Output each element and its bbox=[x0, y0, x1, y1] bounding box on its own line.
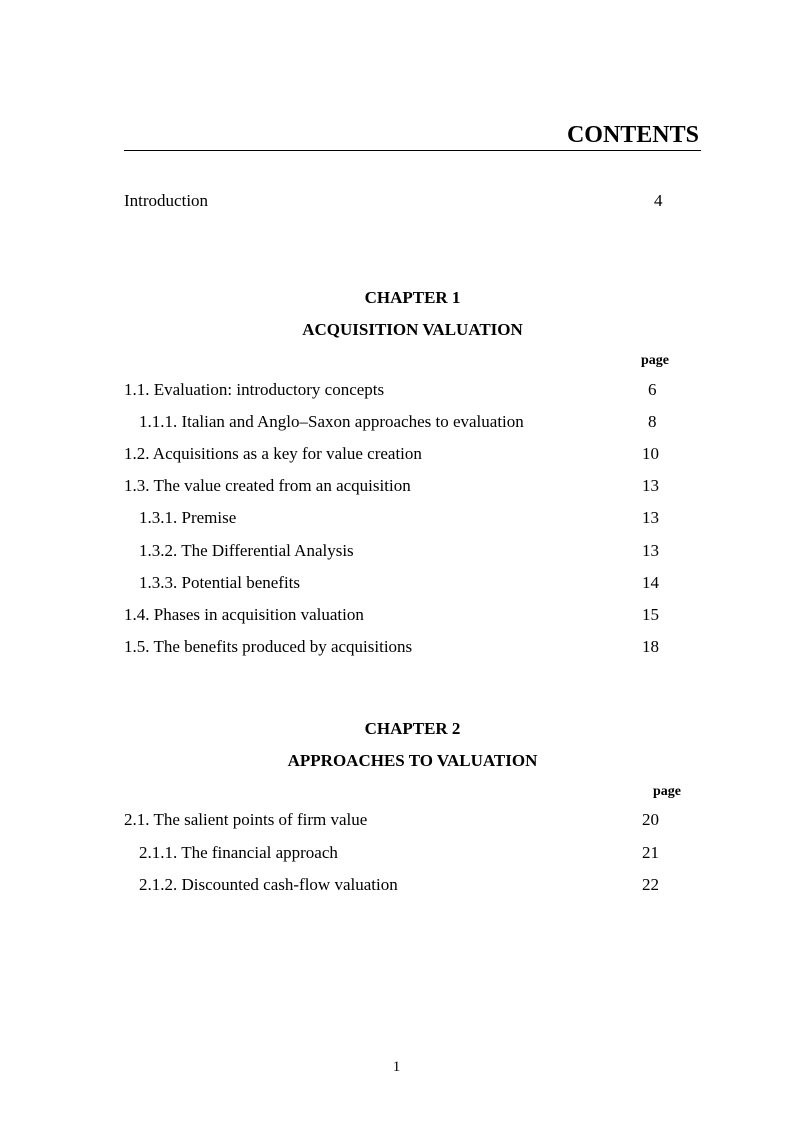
toc-entry-label: 1.5. The benefits produced by acquisitions bbox=[124, 637, 413, 656]
toc-entry-page: 18 bbox=[642, 637, 659, 656]
toc-entry-introduction[interactable] bbox=[124, 190, 701, 212]
chapter-2-heading: CHAPTER 2 bbox=[364, 719, 461, 738]
toc-entry[interactable] bbox=[124, 842, 701, 864]
toc-entry-page: 15 bbox=[642, 605, 659, 624]
page-column-label: page bbox=[653, 784, 681, 799]
toc-entry[interactable] bbox=[124, 411, 701, 433]
chapter-2-title: APPROACHES TO VALUATION bbox=[287, 751, 538, 770]
toc-entry-label: 1.3.3. Potential benefits bbox=[139, 573, 301, 592]
toc-entry-label: 2.1.1. The financial approach bbox=[139, 843, 338, 862]
chapter-1-heading: CHAPTER 1 bbox=[364, 288, 461, 307]
toc-entry-label: 2.1.2. Discounted cash-flow valuation bbox=[139, 875, 398, 894]
toc-entry[interactable] bbox=[124, 572, 701, 594]
toc-entry-page: 10 bbox=[642, 444, 659, 463]
toc-entry-page: 14 bbox=[642, 573, 659, 592]
chapter-1-title: ACQUISITION VALUATION bbox=[302, 320, 523, 339]
toc-entry-page: 21 bbox=[642, 843, 659, 862]
toc-entry-label: 1.1.1. Italian and Anglo–Saxon approaches to evaluation bbox=[139, 412, 524, 431]
toc-entry-page: 8 bbox=[648, 412, 657, 431]
toc-entry[interactable] bbox=[124, 475, 701, 497]
toc-entry[interactable] bbox=[124, 604, 701, 626]
toc-entry-label: 1.3. The value created from an acquisition bbox=[124, 476, 411, 495]
toc-entry-page: 6 bbox=[648, 380, 657, 399]
toc-entry-page: 13 bbox=[642, 541, 659, 560]
toc-entry-label: 1.3.1. Premise bbox=[139, 508, 237, 527]
toc-entry-page: 13 bbox=[642, 508, 659, 527]
toc-entry-page: 13 bbox=[642, 476, 659, 495]
toc-entry-label: 2.1. The salient points of firm value bbox=[124, 810, 368, 829]
toc-entry-label: 1.1. Evaluation: introductory concepts bbox=[124, 380, 385, 399]
toc-entry[interactable] bbox=[124, 443, 701, 465]
toc-entry-page: 20 bbox=[642, 810, 659, 829]
toc-entry-page: 22 bbox=[642, 875, 659, 894]
toc-entry[interactable] bbox=[124, 809, 701, 831]
toc-entry-page: 4 bbox=[654, 191, 663, 210]
toc-entry[interactable] bbox=[124, 874, 701, 896]
toc-entry-label: 1.3.2. The Differential Analysis bbox=[139, 541, 354, 560]
page-number: 1 bbox=[392, 1059, 401, 1075]
toc-entry-label: Introduction bbox=[124, 191, 209, 210]
toc-entry[interactable] bbox=[124, 507, 701, 529]
toc-entry-label: 1.4. Phases in acquisition valuation bbox=[124, 605, 364, 624]
toc-entry[interactable] bbox=[124, 636, 701, 658]
toc-entry[interactable] bbox=[124, 540, 701, 562]
toc-entry-label: 1.2. Acquisitions as a key for value creation bbox=[124, 444, 422, 463]
title-divider bbox=[124, 150, 701, 151]
page-title: CONTENTS bbox=[566, 122, 699, 148]
page-column-label: page bbox=[641, 353, 669, 368]
toc-entry[interactable] bbox=[124, 379, 701, 401]
